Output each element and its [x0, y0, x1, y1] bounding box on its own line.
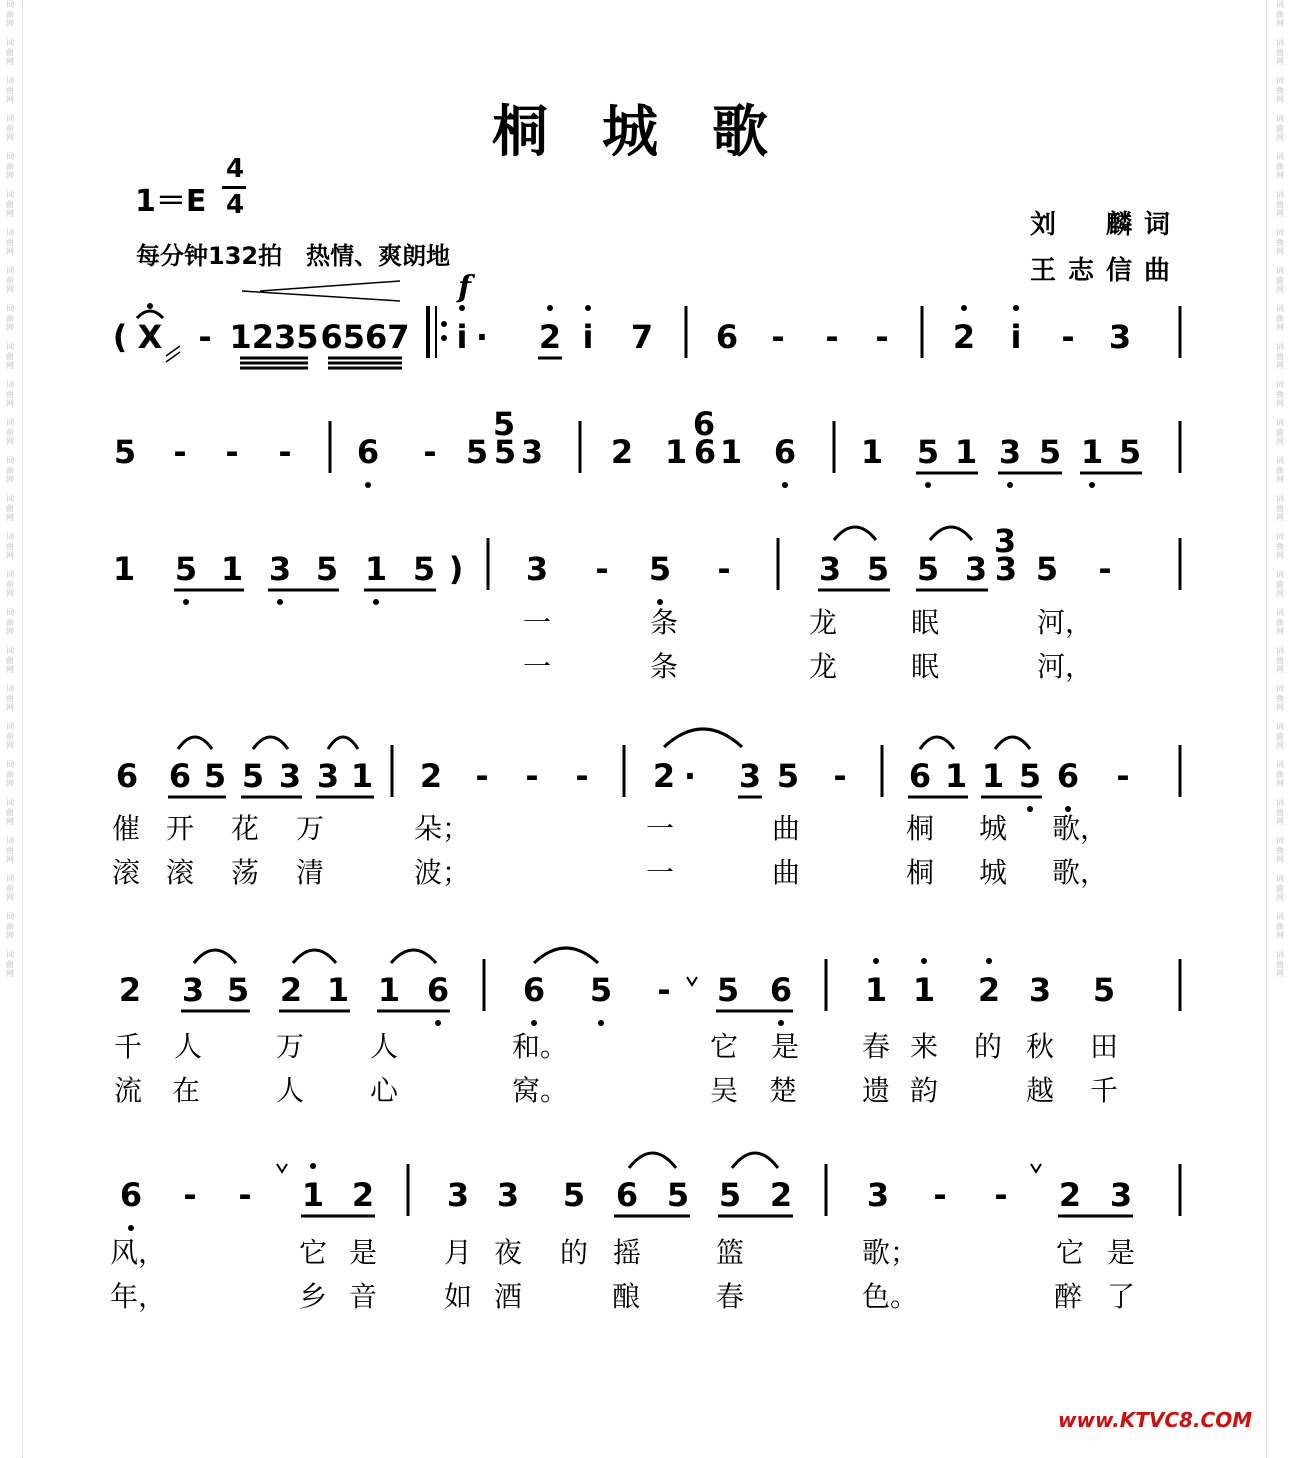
note: 6	[773, 433, 797, 471]
note: 3	[1028, 971, 1052, 1009]
note: 1	[364, 550, 388, 588]
lyric-syllable: 春	[861, 1030, 891, 1063]
octave-dot	[183, 599, 189, 605]
time-signature-top: 4	[226, 154, 245, 184]
note: 1	[981, 757, 1005, 795]
lyric-syllable: 城	[978, 856, 1008, 889]
dash-mark: -	[833, 757, 847, 795]
lyric-syllable: 清	[295, 856, 325, 889]
note: 2	[977, 971, 1001, 1009]
lyric-syllable: 龙	[808, 650, 838, 683]
note: 3	[866, 1176, 890, 1214]
note: 1	[377, 971, 401, 1009]
note: 6	[1056, 757, 1080, 795]
note: 3	[1108, 318, 1132, 356]
octave-dot	[657, 599, 663, 605]
lyric-syllable: 酒	[493, 1280, 523, 1313]
note: 3	[525, 550, 549, 588]
note: ·	[475, 318, 489, 356]
lyric-syllable: 桐	[905, 812, 935, 845]
octave-dot	[778, 1020, 784, 1026]
lyric-syllable: 越	[1025, 1074, 1055, 1107]
note: 2	[351, 1176, 375, 1214]
lyric-syllable: 乡	[298, 1280, 328, 1313]
note: 2	[118, 971, 142, 1009]
breath-mark	[277, 1164, 287, 1172]
dash-mark: -	[183, 1176, 197, 1214]
dash-mark: -	[717, 550, 731, 588]
song-title: 桐城歌	[492, 99, 822, 165]
time-signature-bottom: 4	[226, 190, 245, 220]
note: 2	[610, 433, 634, 471]
dash-mark: -	[1061, 318, 1075, 356]
lyric-syllable: 音	[348, 1280, 378, 1313]
note: 5	[916, 550, 940, 588]
paren: )	[448, 550, 464, 588]
octave-dot	[310, 1163, 316, 1169]
note: 5	[1092, 971, 1116, 1009]
octave-dot	[925, 482, 931, 488]
lyric-syllable: 春	[715, 1280, 745, 1313]
note: 1	[719, 433, 743, 471]
note: 2	[769, 1176, 793, 1214]
note: 1	[954, 433, 978, 471]
lyric-syllable: 朵；	[413, 812, 471, 845]
lyric-syllable: 歌，	[1051, 812, 1109, 845]
grace-note: 3	[993, 522, 1017, 560]
composer-credit: 王志信曲	[1030, 256, 1183, 286]
note: 3	[446, 1176, 470, 1214]
breath-mark	[687, 977, 697, 985]
note: 3	[738, 757, 762, 795]
note: 3	[316, 757, 340, 795]
lyric-syllable: 一	[522, 650, 552, 683]
grace-note: 5	[492, 405, 516, 443]
octave-dot	[598, 1020, 604, 1026]
note: 5	[315, 550, 339, 588]
lyric-syllable: 遗	[861, 1074, 891, 1107]
lyric-syllable: 龙	[808, 606, 838, 639]
glissando-line	[242, 291, 400, 301]
lyric-syllable: 篮	[715, 1236, 745, 1269]
lyric-syllable: 的	[973, 1030, 1003, 1063]
note: 5	[465, 433, 489, 471]
note: 2	[538, 318, 562, 356]
lyric-syllable: 楚	[768, 1074, 798, 1107]
dash-mark: -	[1116, 757, 1130, 795]
note: 1	[864, 971, 888, 1009]
lyric-syllable: 条	[649, 650, 679, 683]
octave-dot	[1089, 482, 1095, 488]
tempo-marking: 每分钟132拍 热情、爽朗地	[136, 242, 451, 270]
dash-mark: -	[933, 1176, 947, 1214]
note: i	[1010, 318, 1022, 356]
note: 1	[944, 757, 968, 795]
lyric-syllable: 的	[559, 1236, 589, 1269]
lyric-syllable: 千	[113, 1030, 143, 1063]
slur	[920, 737, 954, 749]
lyric-syllable: 一	[645, 812, 675, 845]
slur	[253, 737, 288, 749]
lyric-syllable: 田	[1089, 1030, 1119, 1063]
note: 3	[181, 971, 205, 1009]
dash-mark: -	[1098, 550, 1112, 588]
note: 1	[860, 433, 884, 471]
lyric-syllable: 它	[298, 1236, 328, 1269]
octave-dot	[128, 1225, 134, 1231]
octave-dot	[986, 958, 992, 964]
dash-mark: -	[238, 1176, 252, 1214]
note: i	[456, 318, 468, 356]
dash-mark: -	[475, 757, 489, 795]
glissando-line	[260, 281, 400, 291]
lyric-syllable: 开	[165, 812, 195, 845]
lyric-syllable: 了	[1106, 1280, 1136, 1313]
lyric-syllable: 万	[275, 1030, 305, 1063]
note: 1	[112, 550, 136, 588]
note: 5	[1118, 433, 1142, 471]
octave-dot	[585, 305, 591, 311]
fermata	[137, 311, 163, 318]
note: 1	[1080, 433, 1104, 471]
lyric-syllable: 曲	[771, 812, 801, 845]
note: 2	[1058, 1176, 1082, 1214]
key-signature: 1＝E	[135, 184, 207, 219]
note: 2	[952, 318, 976, 356]
octave-dot	[782, 482, 788, 488]
octave-dot	[921, 958, 927, 964]
note: 6	[115, 757, 139, 795]
dash-mark: -	[595, 550, 609, 588]
grace-note: 6	[692, 405, 716, 443]
note: 6	[693, 433, 717, 471]
note: 3	[1109, 1176, 1133, 1214]
lyric-syllable: 眠	[910, 650, 940, 683]
note: 5	[1038, 433, 1062, 471]
octave-dot	[373, 599, 379, 605]
slur	[391, 950, 436, 963]
lyric-syllable: 荡	[230, 856, 260, 889]
slur	[534, 948, 598, 963]
lyric-syllable: 条	[649, 606, 679, 639]
lyric-syllable: 风，	[109, 1236, 167, 1269]
lyric-syllable: 月	[443, 1236, 473, 1269]
dash-mark: -	[771, 318, 785, 356]
note: 5	[412, 550, 436, 588]
watermark-right: 词 曲 网 词 曲 网 词 曲 网 词 曲 网 词 曲 网 词 曲 网 词 曲 网 词 曲 网 词 曲 网 词 曲 网 词 曲 网 词 曲 网 词 曲 网 词 曲 网 词 曲 网 词 曲 网 词 曲 网 词 曲 网 词 曲 网 词 曲 网 词 曲 网 词 曲 网 词 曲 网 词 曲 网 词 曲 网 词 曲 网	[1276, 0, 1284, 978]
slur	[194, 950, 236, 963]
octave-dot	[1013, 305, 1019, 311]
note: 5	[716, 971, 740, 1009]
note: 3	[496, 1176, 520, 1214]
lyric-syllable: 花	[230, 812, 260, 845]
lyric-syllable: 吴	[709, 1074, 739, 1107]
lyric-syllable: 秋	[1025, 1030, 1055, 1063]
lyric-syllable: 河，	[1036, 606, 1094, 639]
slur	[664, 729, 742, 747]
note: 6	[908, 757, 932, 795]
fermata-dot	[147, 303, 153, 309]
note: 5	[226, 971, 250, 1009]
dash-mark: -	[423, 433, 437, 471]
note: 2	[419, 757, 443, 795]
note: 2	[279, 971, 303, 1009]
octave-dot	[547, 305, 553, 311]
note: 6	[356, 433, 380, 471]
slur	[834, 527, 876, 540]
note: 6	[426, 971, 450, 1009]
dash-mark: -	[525, 757, 539, 795]
dash-mark: -	[657, 971, 671, 1009]
lyric-syllable: 它	[709, 1030, 739, 1063]
lyric-syllable: 一	[522, 606, 552, 639]
note: 3	[520, 433, 544, 471]
dash-mark: -	[575, 757, 589, 795]
lyric-syllable: 年，	[109, 1280, 167, 1313]
note: 3	[818, 550, 842, 588]
lyric-syllable: 摇	[612, 1236, 642, 1269]
note: 1	[664, 433, 688, 471]
tremolo-mark	[166, 346, 180, 362]
lyric-syllable: 桐	[905, 856, 935, 889]
lyric-syllable: 河，	[1036, 650, 1094, 683]
dash-mark: -	[173, 433, 187, 471]
note: 1	[220, 550, 244, 588]
lyric-syllable: 人	[369, 1030, 399, 1063]
note: 6567	[320, 318, 410, 356]
lyric-syllable: 眠	[910, 606, 940, 639]
slur	[930, 527, 972, 540]
lyric-syllable: 万	[295, 812, 325, 845]
lyric-syllable: 是	[1106, 1236, 1136, 1269]
note: 5	[776, 757, 800, 795]
lyric-syllable: 滚	[165, 856, 195, 889]
lyric-syllable: 韵	[909, 1074, 939, 1107]
note: 3	[268, 550, 292, 588]
dash-mark: -	[225, 433, 239, 471]
octave-dot	[531, 1020, 537, 1026]
octave-dot	[1027, 806, 1033, 812]
lyric-syllable: 是	[770, 1030, 800, 1063]
lyric-syllable: 它	[1055, 1236, 1085, 1269]
breath-mark	[1031, 1164, 1041, 1172]
repeat-dot	[441, 321, 447, 327]
lyric-syllable: 流	[113, 1074, 143, 1107]
note: ·	[683, 757, 697, 795]
note: 5	[113, 433, 137, 471]
lyric-syllable: 一	[645, 856, 675, 889]
note: 5	[916, 433, 940, 471]
dash-mark: -	[875, 318, 889, 356]
note: i	[582, 318, 594, 356]
slur	[995, 737, 1030, 749]
note: 5	[589, 971, 613, 1009]
dash-mark: -	[278, 433, 292, 471]
note: 3	[964, 550, 988, 588]
note: 6	[522, 971, 546, 1009]
paren: (	[112, 318, 128, 356]
lyric-syllable: 心	[369, 1074, 399, 1107]
lyric-syllable: 波；	[413, 856, 471, 889]
note: X	[137, 318, 163, 356]
watermark-left: 词 曲 网 词 曲 网 词 曲 网 词 曲 网 词 曲 网 词 曲 网 词 曲 网 词 曲 网 词 曲 网 词 曲 网 词 曲 网 词 曲 网 词 曲 网 词 曲 网 词 曲 网 词 曲 网 词 曲 网 词 曲 网 词 曲 网 词 曲 网 词 曲 网 词 曲 网 词 曲 网 词 曲 网 词 曲 网 词 曲 网	[6, 0, 14, 978]
dash-mark: -	[198, 318, 212, 356]
lyric-syllable: 人	[173, 1030, 203, 1063]
octave-dot	[1007, 482, 1013, 488]
lyric-syllable: 在	[171, 1074, 201, 1107]
dash-mark: -	[825, 318, 839, 356]
note: 5	[562, 1176, 586, 1214]
lyricist-credit: 刘 麟词	[1030, 210, 1183, 240]
octave-dot	[435, 1020, 441, 1026]
note: 1	[350, 757, 374, 795]
lyric-syllable: 催	[111, 812, 141, 845]
note: 3	[994, 550, 1018, 588]
note: 5	[1018, 757, 1042, 795]
note: 5	[174, 550, 198, 588]
note: 5	[203, 757, 227, 795]
octave-dot	[277, 599, 283, 605]
lyric-syllable: 来	[909, 1030, 939, 1063]
lyric-syllable: 和。	[511, 1030, 569, 1063]
lyric-syllable: 滚	[111, 856, 141, 889]
lyric-syllable: 曲	[771, 856, 801, 889]
note: 6	[119, 1176, 143, 1214]
lyric-syllable: 人	[275, 1074, 305, 1107]
note: 1	[301, 1176, 325, 1214]
slur	[178, 737, 212, 749]
note: 6	[769, 971, 793, 1009]
note: 5	[493, 433, 517, 471]
dynamic-forte: f	[458, 270, 471, 305]
note: 1	[326, 971, 350, 1009]
note: 6	[168, 757, 192, 795]
octave-dot	[873, 958, 879, 964]
lyric-syllable: 酿	[611, 1280, 641, 1313]
lyric-syllable: 是	[348, 1236, 378, 1269]
note: 1235	[229, 318, 319, 356]
note: 5	[866, 550, 890, 588]
note: 3	[998, 433, 1022, 471]
dash-mark: -	[994, 1176, 1008, 1214]
note: 6	[715, 318, 739, 356]
repeat-dot	[441, 335, 447, 341]
lyric-syllable: 歌，	[1051, 856, 1109, 889]
lyric-syllable: 千	[1089, 1074, 1119, 1107]
site-url: www.KTVC8.COM	[1058, 1408, 1253, 1432]
lyric-syllable: 歌；	[861, 1236, 919, 1269]
note: 5	[648, 550, 672, 588]
lyric-syllable: 窝。	[511, 1074, 569, 1107]
lyric-syllable: 如	[443, 1280, 473, 1313]
octave-dot	[365, 482, 371, 488]
note: 5	[718, 1176, 742, 1214]
slur	[629, 1153, 676, 1168]
note: 5	[666, 1176, 690, 1214]
note: 5	[1035, 550, 1059, 588]
note: 3	[278, 757, 302, 795]
note: 5	[241, 757, 265, 795]
note: 1	[912, 971, 936, 1009]
lyric-syllable: 醉	[1053, 1280, 1083, 1313]
octave-dot	[459, 305, 465, 311]
lyric-syllable: 夜	[493, 1236, 523, 1269]
slur	[732, 1153, 778, 1168]
note: 6	[615, 1176, 639, 1214]
octave-dot	[961, 305, 967, 311]
note: 7	[630, 318, 654, 356]
lyric-syllable: 色。	[861, 1280, 919, 1313]
slur	[328, 737, 358, 749]
slur	[293, 950, 336, 963]
lyric-syllable: 城	[978, 812, 1008, 845]
note: 2	[652, 757, 676, 795]
